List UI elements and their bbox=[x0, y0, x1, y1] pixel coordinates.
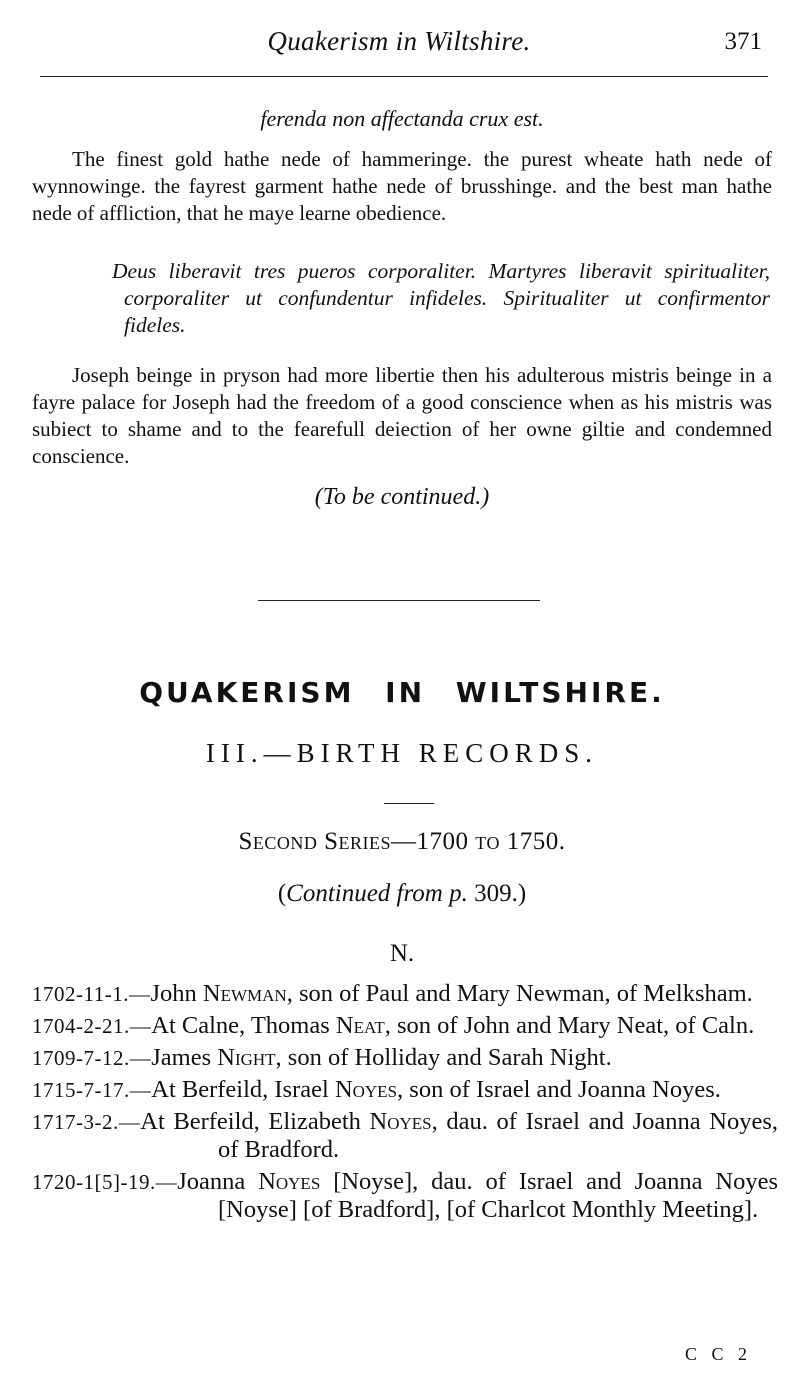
birth-record bbox=[32, 1108, 778, 1164]
birth-record bbox=[32, 1076, 778, 1104]
paragraph-joseph: Joseph beinge in pryson had more libertie then his adulterous mistris beinge in a fayre palace for Joseph had the freedom of a good conscience when as his mistris was subiect to shame and to the fearefull deiection of her owne giltie and condemned conscience. bbox=[32, 363, 772, 468]
to-be-continued-note: (To be continued.) bbox=[314, 484, 490, 510]
paragraph-hammering: The finest gold hathe nede of hammeringe. the purest wheate hath nede of wynnowinge. the fayrest garment hathe nede of brusshinge. and the best man hathe nede of affliction, that he maye learne obedience. bbox=[32, 147, 772, 225]
latin-line: ferenda non affectanda crux est. bbox=[260, 106, 544, 131]
record-date: 1704-2-21.— bbox=[32, 1014, 152, 1038]
record-date: 1702-11-1.— bbox=[32, 982, 151, 1006]
continued-from-italic: Continued from p. bbox=[286, 880, 468, 907]
running-title: Quakerism in Wiltshire. bbox=[267, 26, 531, 56]
birth-records-list bbox=[32, 980, 778, 1228]
record-surname: Night bbox=[217, 1044, 276, 1071]
record-surname: Noyes bbox=[258, 1168, 321, 1195]
record-text-before: James bbox=[151, 1044, 218, 1071]
record-text-before: At Berfeild, Elizabeth bbox=[140, 1108, 370, 1135]
record-text-before: Joanna bbox=[177, 1168, 259, 1195]
record-surname: Noyes bbox=[369, 1108, 432, 1135]
birth-record bbox=[32, 1044, 778, 1072]
record-surname: Noyes bbox=[334, 1076, 398, 1103]
record-text-after: , dau. of Israel and Joanna Noyes, of Bradford. bbox=[218, 1108, 778, 1163]
record-text-before: At Calne, Thomas bbox=[151, 1012, 336, 1039]
record-date: 1717-3-2.— bbox=[32, 1110, 141, 1134]
subsection-title: III.—BIRTH RECORDS. bbox=[205, 738, 599, 768]
record-text-before: John bbox=[150, 980, 203, 1007]
record-surname: Newman bbox=[202, 980, 287, 1007]
record-date: 1715-7-17.— bbox=[32, 1078, 152, 1102]
short-rule bbox=[384, 803, 434, 804]
continued-from-line bbox=[32, 880, 772, 908]
page-number: 371 bbox=[724, 28, 762, 55]
continued-from-page: 309.) bbox=[467, 880, 527, 907]
record-date: 1720-1[5]-19.— bbox=[32, 1170, 178, 1194]
latin-quote: Deus liberavit tres pueros corporaliter. Martyres liberavit spiritualiter, corporaliter ut confundentur infideles. Spiritualiter ut confirmentor fideles. bbox=[112, 259, 770, 337]
header-rule bbox=[40, 76, 768, 77]
record-text-after: [Noyse], dau. of Israel and Joanna Noyes [Noyse] [of Bradford], [of Charlcot Monthly Meeting]. bbox=[218, 1168, 778, 1223]
record-surname: Neat bbox=[335, 1012, 385, 1039]
series-line: Second Series—1700 to 1750. bbox=[238, 828, 566, 855]
record-text-after: , son of Holliday and Sarah Night. bbox=[275, 1044, 612, 1071]
record-text-after: , son of John and Mary Neat, of Caln. bbox=[384, 1012, 755, 1039]
birth-record bbox=[32, 1168, 778, 1224]
birth-record bbox=[32, 1012, 778, 1040]
record-text-after: , son of Paul and Mary Newman, of Melksham. bbox=[286, 980, 753, 1007]
record-text-before: At Berfeild, Israel bbox=[151, 1076, 335, 1103]
record-text-after: , son of Israel and Joanna Noyes. bbox=[397, 1076, 721, 1103]
section-separator-rule bbox=[258, 600, 540, 601]
record-date: 1709-7-12.— bbox=[32, 1046, 152, 1070]
section-title: QUAKERISM IN WILTSHIRE. bbox=[139, 676, 665, 709]
birth-record bbox=[32, 980, 778, 1008]
running-header bbox=[30, 22, 768, 62]
continued-from-open: ( bbox=[277, 880, 287, 907]
alphabet-letter-heading: N. bbox=[389, 940, 415, 967]
signature-mark: C C 2 bbox=[684, 1344, 752, 1364]
